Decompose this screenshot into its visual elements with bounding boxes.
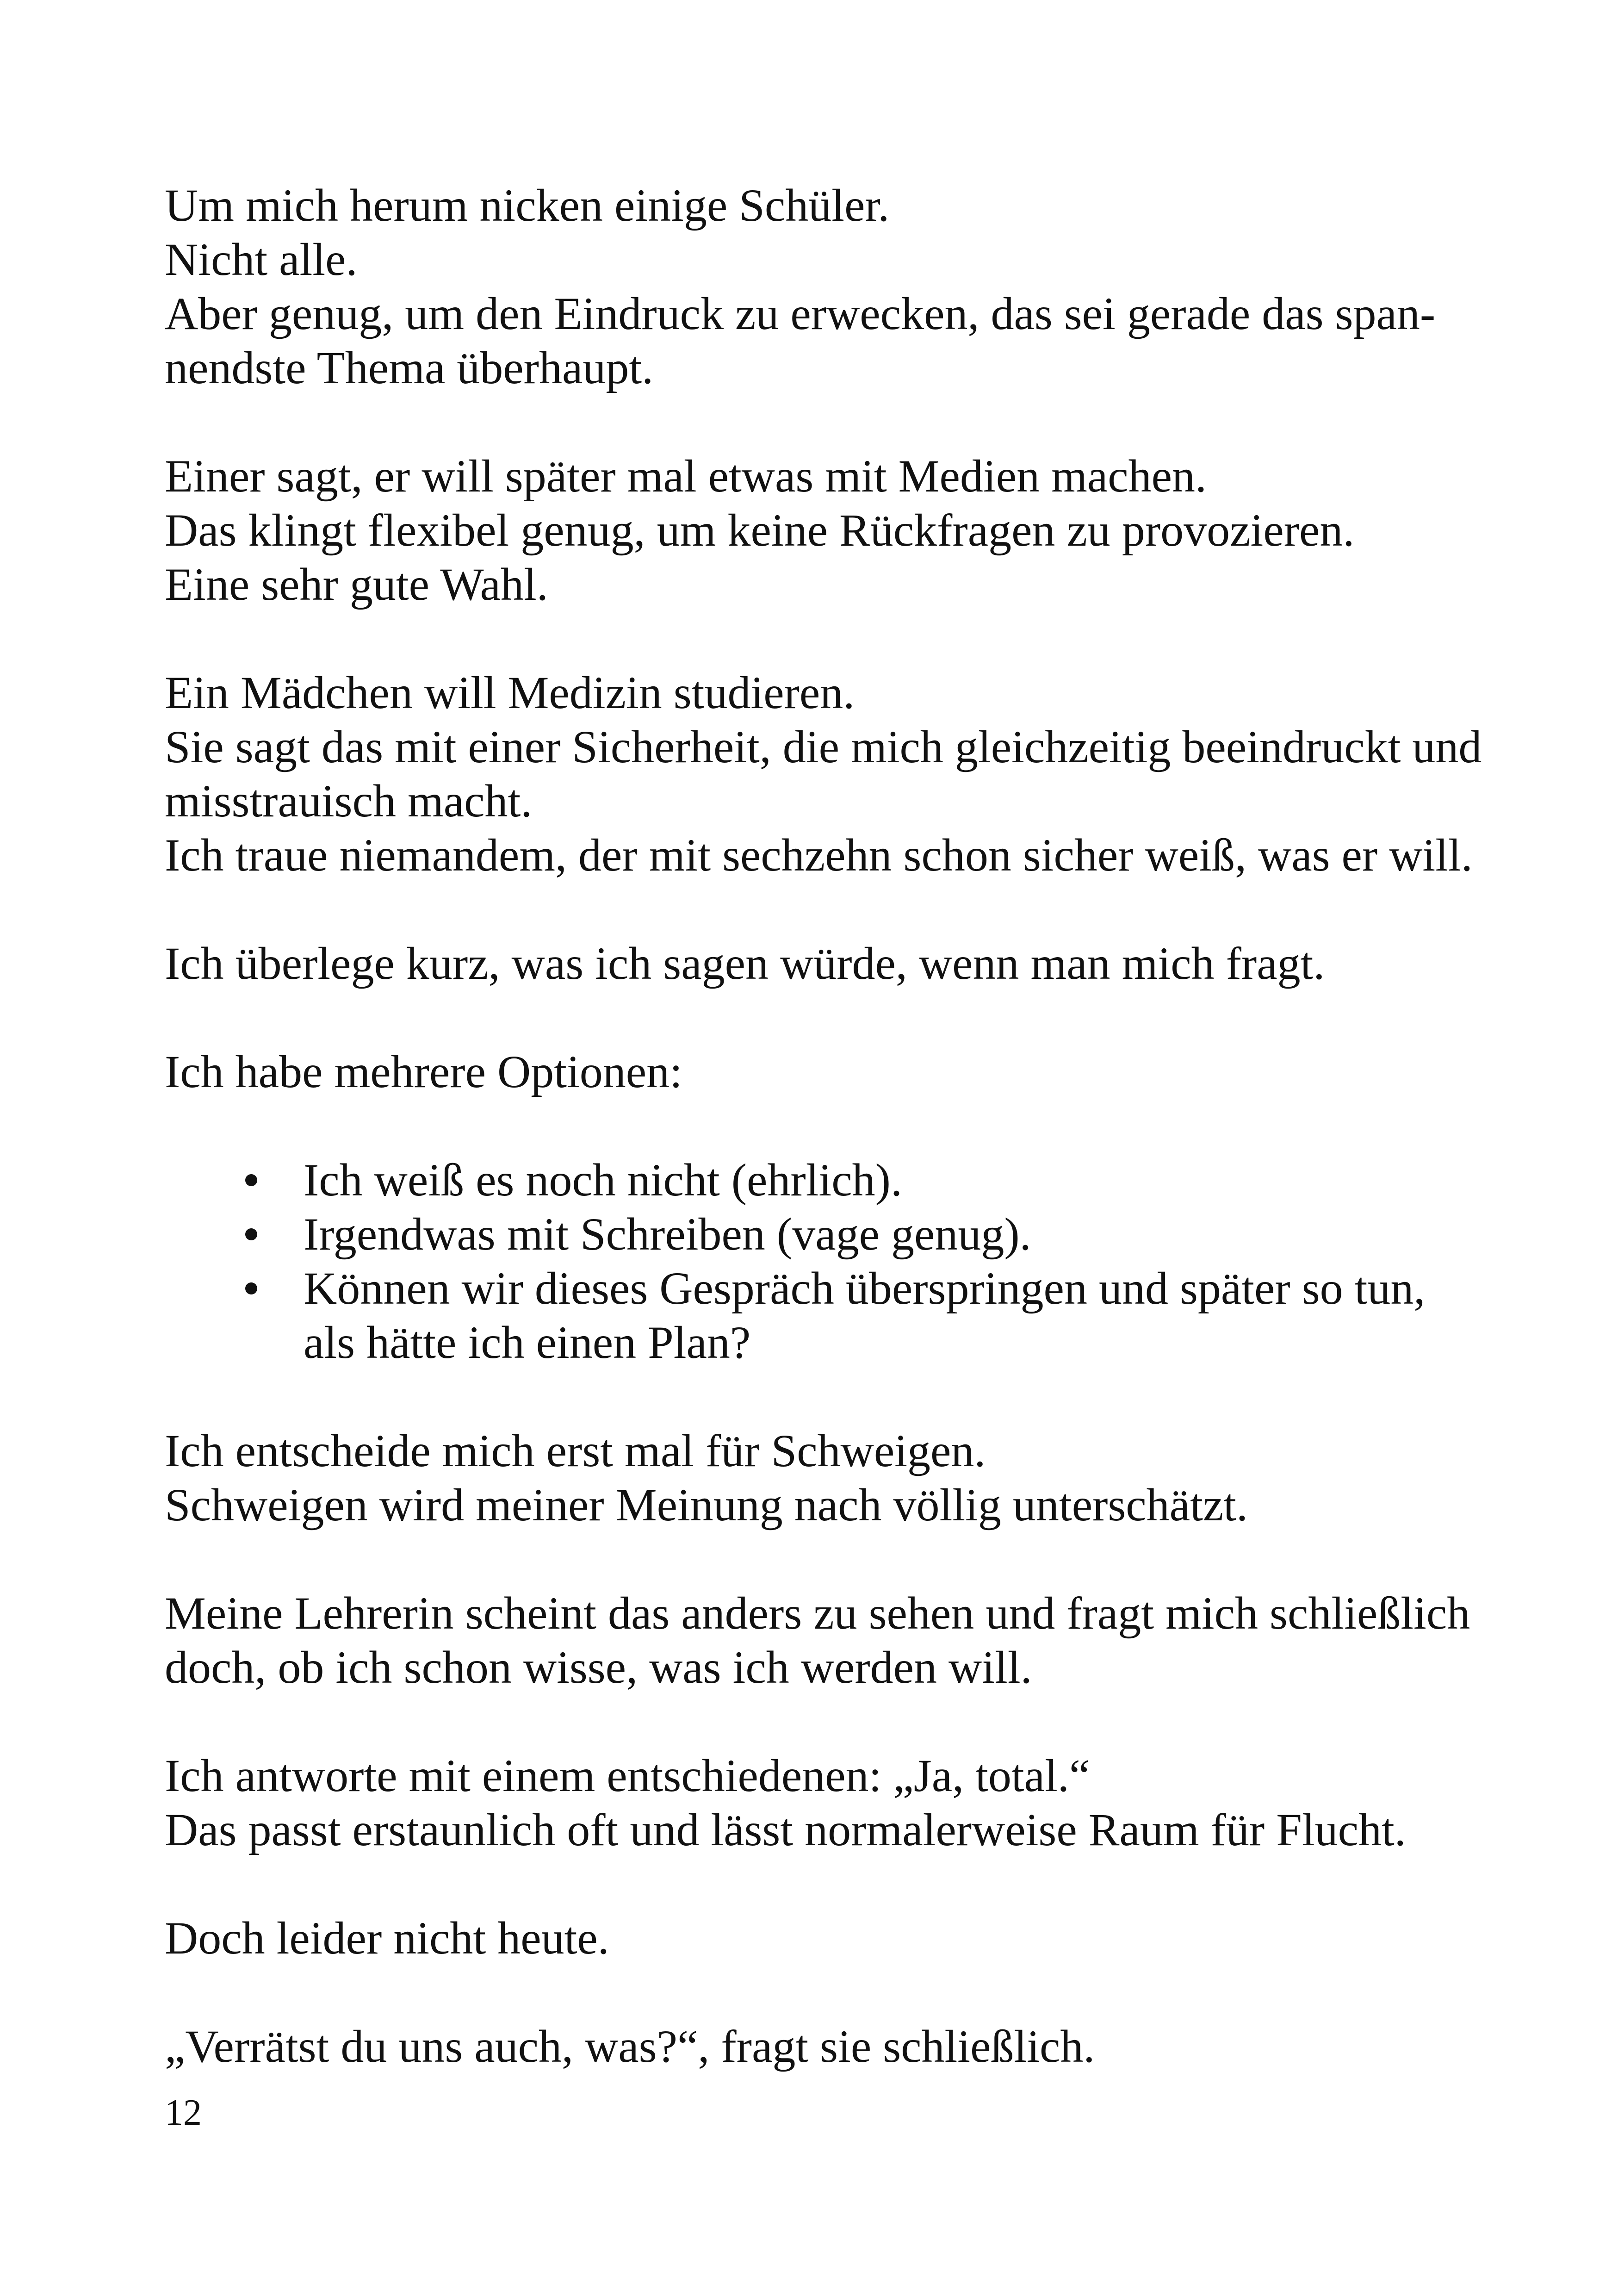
paragraph [165, 1586, 1470, 1694]
options-list [165, 1153, 1460, 1369]
text-line: Das klingt flexibel genug, um keine Rückfragen zu provozieren. [165, 504, 1355, 556]
paragraph [165, 666, 1482, 882]
text-line: Einer sagt, er will später mal etwas mit Medien machen. [165, 450, 1207, 502]
text-line: Das passt erstaunlich oft und lässt normalerweise Raum für Flucht. [165, 1804, 1406, 1855]
text-line: Meine Lehrerin scheint das anders zu sehen und fragt mich schließlich [165, 1587, 1470, 1639]
text-line: Ich habe mehrere Optionen: [165, 1046, 682, 1097]
bullet-icon [245, 1282, 257, 1294]
paragraph [165, 449, 1460, 611]
text-line: Um mich herum nicken einige Schüler. [165, 180, 890, 231]
list-item [165, 1207, 1460, 1261]
bullet-icon [245, 1174, 257, 1186]
text-line: Doch leider nicht heute. [165, 1912, 609, 1964]
text-line: Ich überlege kurz, was ich sagen würde, wenn man mich fragt. [165, 938, 1325, 989]
paragraph [165, 1911, 1460, 1965]
body-text [165, 178, 1482, 2128]
paragraph [165, 1424, 1460, 1532]
text-line: Sie sagt das mit einer Sicherheit, die mich gleichzeitig beeindruckt und [165, 721, 1482, 772]
text-line: Eine sehr gute Wahl. [165, 559, 548, 610]
text-line: Schweigen wird meiner Meinung nach völlig unterschätzt. [165, 1479, 1248, 1531]
list-item [165, 1261, 1460, 1369]
paragraph [165, 1748, 1460, 1857]
paragraph [165, 2019, 1460, 2073]
text-line: als hätte ich einen Plan? [304, 1317, 751, 1368]
text-line: misstrauisch macht. [165, 775, 533, 827]
paragraph [165, 178, 1460, 395]
bullet-icon [245, 1228, 257, 1240]
paragraph [165, 936, 1460, 990]
text-line: doch, ob ich schon wisse, was ich werden will. [165, 1642, 1032, 1693]
text-line: Nicht alle. [165, 234, 358, 285]
text-line: Ein Mädchen will Medizin studieren. [165, 667, 855, 718]
page-number: 12 [165, 2092, 202, 2133]
text-line: Aber genug, um den Eindruck zu erwecken, das sei gerade das span- [165, 288, 1436, 339]
text-line: Ich antworte mit einem entschiedenen: „Ja, total.“ [165, 1750, 1090, 1801]
text-line: Irgendwas mit Schreiben (vage genug). [304, 1208, 1031, 1260]
text-line: nendste Thema überhaupt. [165, 342, 654, 393]
text-line: „Verrätst du uns auch, was?“, fragt sie schließlich. [165, 2021, 1095, 2072]
text-line: Ich weiß es noch nicht (ehrlich). [304, 1154, 902, 1206]
text-line: Ich traue niemandem, der mit sechzehn schon sicher weiß, was er will. [165, 829, 1473, 881]
paragraph [165, 1045, 1460, 1099]
text-line: Können wir dieses Gespräch überspringen und später so tun, [304, 1263, 1426, 1314]
list-item [165, 1153, 1460, 1207]
text-line: Ich entscheide mich erst mal für Schweigen. [165, 1425, 986, 1476]
